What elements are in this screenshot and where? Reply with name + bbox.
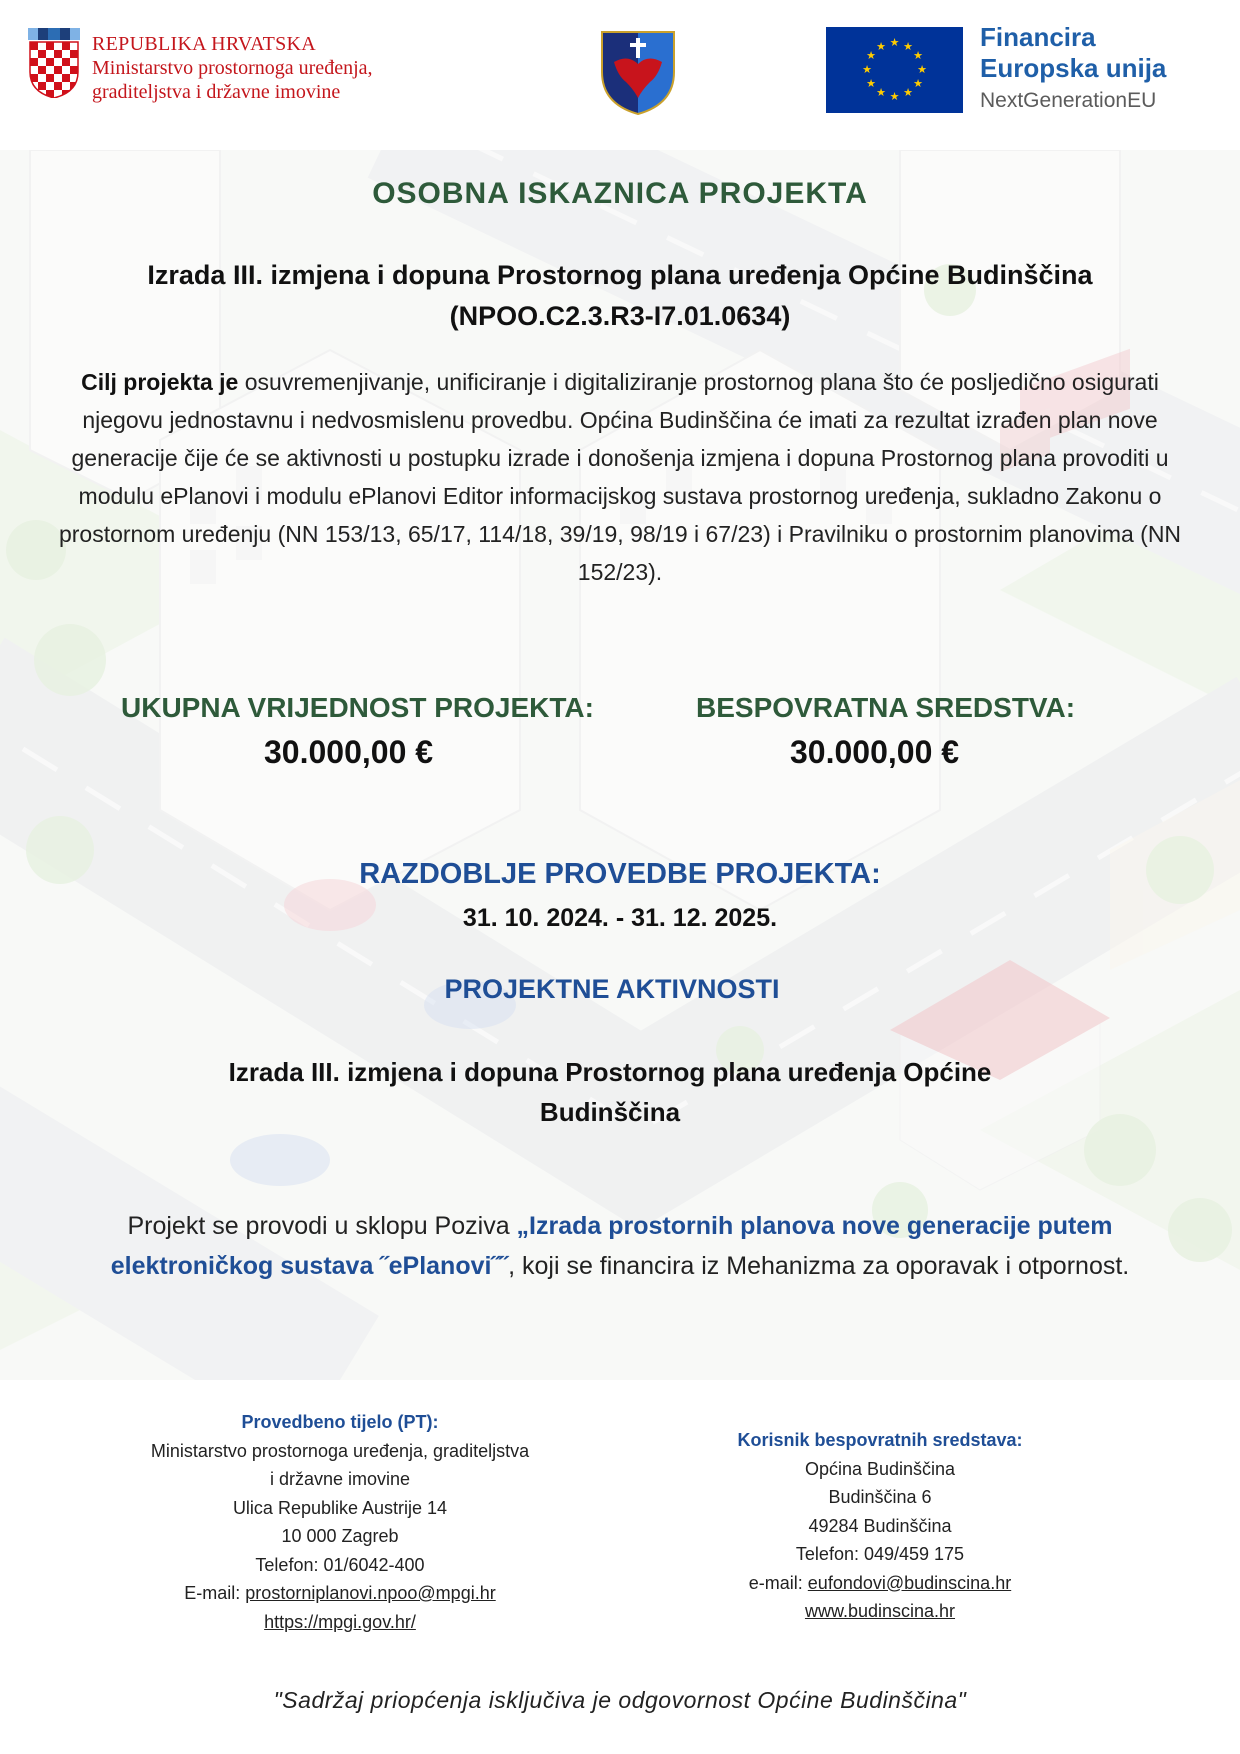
- implementing-body-web-link[interactable]: https://mpgi.gov.hr/: [264, 1611, 416, 1632]
- ministry-line-3: graditeljstva i državne imovine: [92, 81, 341, 103]
- municipality-coat-of-arms-icon: [598, 28, 678, 121]
- eu-flag-icon: [826, 27, 963, 113]
- beneficiary-web-link[interactable]: www.budinscina.hr: [804, 1601, 956, 1621]
- call-pre: Projekt se provodi u sklopu Poziva: [127, 1212, 517, 1240]
- svg-text:★: ★: [862, 63, 872, 76]
- grant-label: BESPOVRATNA SREDSTVA:: [696, 692, 1076, 723]
- activities-label: PROJEKTNE AKTIVNOSTI: [444, 974, 780, 1004]
- activity-item: [150, 1052, 1070, 1132]
- project-name-text: Izrada III. izmjena i dopuna Prostornog plana uređenja Općine Budinščina: [147, 260, 1093, 290]
- goal-lead: Cilj projekta je: [81, 369, 239, 395]
- funding-call-text: [80, 1206, 1160, 1286]
- implementing-body-web-row: [100, 1608, 580, 1637]
- svg-text:★: ★: [913, 77, 923, 90]
- svg-text:★: ★: [866, 49, 876, 62]
- implementing-body-email-link[interactable]: prostorniplanovi.npoo@mpgi.hr: [245, 1583, 496, 1603]
- period-value: 31. 10. 2024. - 31. 12. 2025.: [462, 904, 778, 932]
- eu-line-1: Financira: [980, 22, 1096, 52]
- call-name: „Izrada prostornih planova nove generacije putem elektroničkog sustava ˝ePlanovi˝˝: [110, 1212, 1113, 1280]
- ministry-line-1: REPUBLIKA HRVATSKA: [92, 33, 317, 55]
- beneficiary-email-link[interactable]: eufondovi@budinscina.hr: [807, 1572, 1012, 1593]
- svg-text:★: ★: [903, 40, 913, 53]
- total-value-amount: 30.000,00 €: [264, 734, 434, 770]
- ministry-line-2: Ministarstvo prostornoga uređenja,: [92, 57, 373, 79]
- project-code: (NPOO.C2.3.R3-I7.01.0634): [449, 301, 791, 331]
- eu-funding-text: [980, 22, 1166, 116]
- implementing-body-line-2: i državne imovine: [269, 1469, 411, 1489]
- disclaimer: "Sadržaj priopćenja isključiva je odgovornost Općine Budinščina": [273, 1687, 967, 1713]
- beneficiary-phone: Telefon: 049/459 175: [795, 1544, 965, 1564]
- project-card: [0, 150, 1240, 1380]
- svg-text:★: ★: [889, 36, 900, 49]
- implementing-body-line-3: Ulica Republike Austrije 14: [232, 1497, 448, 1518]
- implementing-body-title: Provedbeno tijelo (PT):: [241, 1412, 439, 1432]
- grant-amount: 30.000,00 €: [790, 734, 960, 770]
- svg-text:★: ★: [917, 63, 927, 76]
- croatia-coat-of-arms-icon: [26, 28, 82, 103]
- beneficiary-line-1: Općina Budinščina: [804, 1458, 956, 1479]
- project-name: [70, 255, 1170, 337]
- email-label: e-mail:: [748, 1572, 808, 1593]
- header: [0, 0, 1240, 150]
- call-post: , koji se financira iz Mehanizma za oporavak i otpornost.: [508, 1252, 1130, 1280]
- implementing-body: [100, 1408, 580, 1636]
- period-label: RAZDOBLJE PROVEDBE PROJEKTA:: [359, 858, 881, 890]
- activity-line-2: Budinščina: [539, 1097, 681, 1127]
- total-value-label: UKUPNA VRIJEDNOST PROJEKTA:: [121, 692, 594, 723]
- beneficiary-line-2: Budinščina 6: [828, 1487, 932, 1507]
- implementing-body-phone: Telefon: 01/6042-400: [255, 1554, 425, 1575]
- goal-text: osuvremenjivanje, unificiranje i digitaliziranje prostornog plana što će posljedično osigurati njegovu jednostavnu i nedvosmislenu provedbu. Općina Budinščina će imati za rezultat izrađen plan nove generacije čije će se aktivnosti u postupku izrade i donošenja izmjena i dopuna Prostornog plana provoditi u modulu ePlanovi i modulu ePlanovi Editor informacijskog sustava prostornog uređenja, sukladno Zakonu o prostornom uređenju (NN 153/13, 65/17, 114/18, 39/19, 98/19 i 67/23) i Pravilniku o prostornim planovima (NN 152/23).: [58, 369, 1182, 585]
- implementing-body-line-1: Ministarstvo prostornoga uređenja, graditeljstva: [150, 1440, 530, 1461]
- email-label: E-mail:: [184, 1583, 246, 1603]
- svg-text:★: ★: [889, 90, 900, 103]
- svg-text:★: ★: [876, 86, 886, 99]
- page-title: OSOBNA ISKAZNICA PROJEKTA: [372, 177, 868, 210]
- svg-text:★: ★: [876, 40, 886, 53]
- beneficiary-title: Korisnik bespovratnih sredstava:: [737, 1430, 1023, 1450]
- activity-line-1: Izrada III. izmjena i dopuna Prostornog plana uređenja Općine: [228, 1057, 992, 1087]
- eu-line-2: Europska unija: [980, 53, 1167, 83]
- beneficiary-line-3: 49284 Budinščina: [808, 1515, 952, 1536]
- beneficiary-web-row: [660, 1597, 1100, 1626]
- ministry-name: [92, 32, 373, 104]
- beneficiary-email-row: [660, 1569, 1100, 1598]
- implementing-body-email-row: [100, 1579, 580, 1608]
- project-goal: [50, 363, 1190, 591]
- svg-text:★: ★: [903, 86, 913, 99]
- svg-text:★: ★: [866, 77, 876, 90]
- implementing-body-line-4: 10 000 Zagreb: [281, 1526, 399, 1546]
- svg-text:★: ★: [913, 49, 923, 62]
- eu-line-3: NextGenerationEU: [980, 89, 1157, 112]
- grant-beneficiary: [660, 1426, 1100, 1626]
